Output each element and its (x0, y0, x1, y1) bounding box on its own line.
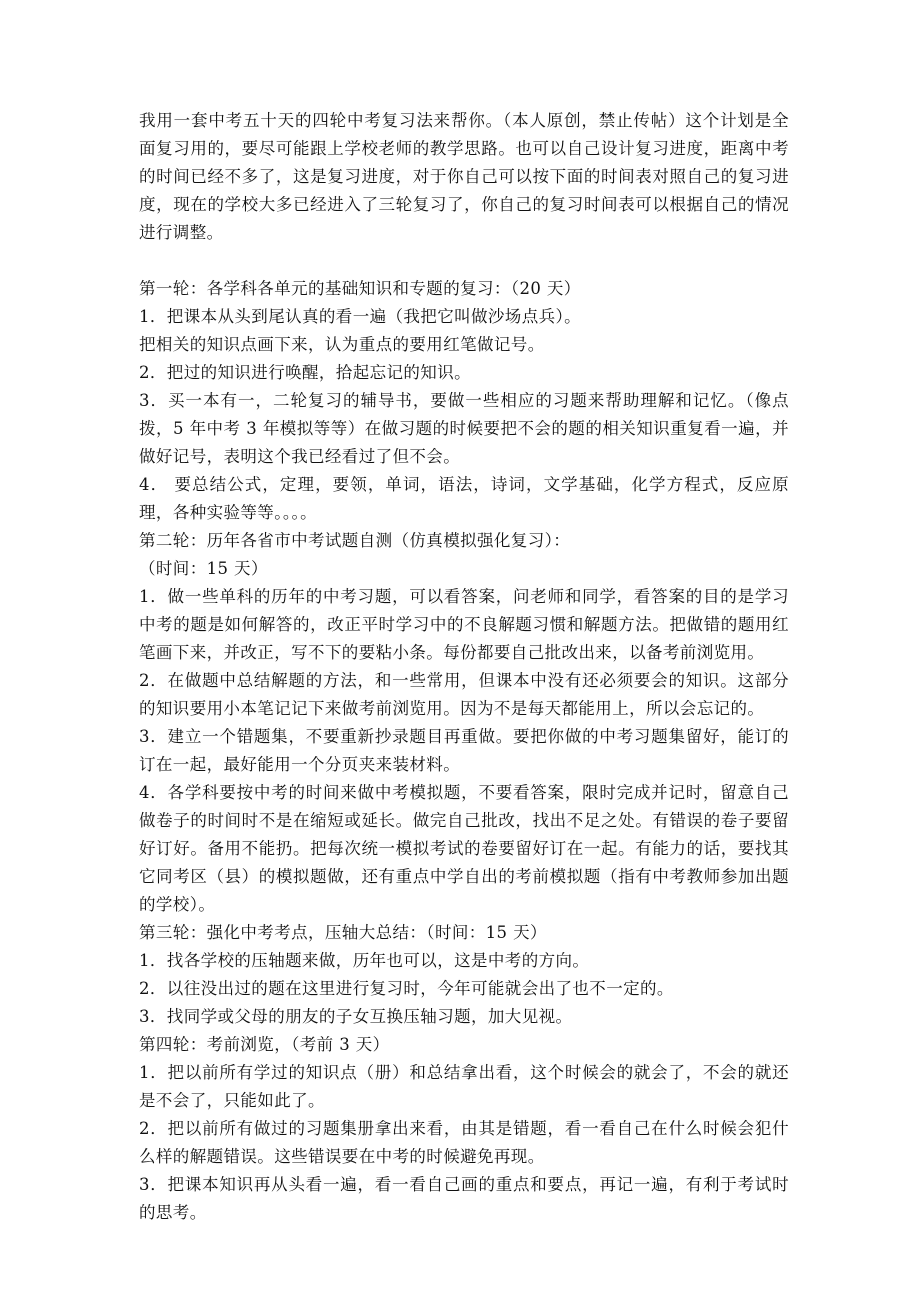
round1-item-2: 2．把过的知识进行唤醒，拾起忘记的知识。 (139, 363, 471, 382)
round3-item-1: 1．找各学校的压轴题来做，历年也可以，这是中考的方向。 (139, 951, 590, 970)
round1-item-4: 4． 要总结公式，定理，要领，单词，语法，诗词，文学基础，化学方程式，反应原理，各种实验等等。。。。 (139, 475, 789, 522)
round2-item-1: 1．做一些单科的历年的中考习题，可以看答案，问老师和同学，看答案的目的是学习中考的题是如何解答的，改正平时学习中的不良解题习惯和解题方法。把做错的题用红笔画下来，并改正，写不下的要粘小条。每份都要自己批改出来，以备考前浏览用。 (139, 587, 789, 662)
blank-line (139, 247, 789, 275)
round1-item-1-note: 把相关的知识点画下来，认为重点的要用红笔做记号。 (139, 335, 545, 354)
round2-item-2: 2．在做题中总结解题的方法，和一些常用，但课本中没有还必须要会的知识。这部分的知识要用小本笔记记下来做考前浏览用。因为不是每天都能用上，所以会忘记的。 (139, 671, 789, 718)
document-body (139, 107, 789, 1227)
intro-paragraph: 我用一套中考五十天的四轮中考复习法来帮你。（本人原创，禁止传帖）这个计划是全面复习用的，要尽可能跟上学校老师的教学思路。也可以自己设计复习进度，距离中考的时间已经不多了，这是复习进度，对于你自己可以按下面的时间表对照自己的复习进度，现在的学校大多已经进入了三轮复习了，你自己的复习时间表可以根据自己的情况进行调整。 (139, 111, 789, 242)
round1-item-1: 1．把课本从头到尾认真的看一遍（我把它叫做沙场点兵）。 (139, 307, 582, 326)
round4-item-2: 2．把以前所有做过的习题集册拿出来看，由其是错题，看一看自己在什么时候会犯什么样的解题错误。这些错误要在中考的时候避免再现。 (139, 1119, 789, 1166)
round2-item-3: 3．建立一个错题集，不要重新抄录题目再重做。要把你做的中考习题集留好，能订的订在一起，最好能用一个分页夹来装材料。 (139, 727, 789, 774)
round3-heading: 第三轮：强化中考考点，压轴大总结：（时间：15 天） (139, 923, 547, 942)
round4-item-1: 1．把以前所有学过的知识点（册）和总结拿出看，这个时候会的就会了，不会的就还是不会了，只能如此了。 (139, 1063, 789, 1110)
round2-heading: 第二轮：历年各省市中考试题自测（仿真模拟强化复习）： (139, 531, 571, 550)
round4-heading: 第四轮：考前浏览，（考前 3 天） (139, 1035, 390, 1054)
round4-item-3: 3．把课本知识再从头看一遍，看一看自己画的重点和要点，再记一遍，有利于考试时的思考。 (139, 1175, 789, 1222)
round2-item-4: 4．各学科要按中考的时间来做中考模拟题，不要看答案，限时完成并记时，留意自己做卷子的时间时不是在缩短或延长。做完自己批改，找出不足之处。有错误的卷子要留好订好。备用不能扔。把每次统一模拟考试的卷要留好订在一起。有能力的话，要找其它同考区（县）的模拟题做，还有重点中学自出的考前模拟题（指有中考教师参加出题的学校）。 (139, 783, 789, 914)
round1-item-3: 3．买一本有一，二轮复习的辅导书，要做一些相应的习题来帮助理解和记忆。（像点拨，5 年中考 3 年模拟等等）在做习题的时候要把不会的题的相关知识重复看一遍，并做好记号，表明这个我已经看过了但不会。 (139, 391, 789, 466)
round2-time: （时间：15 天） (139, 559, 268, 578)
round1-heading: 第一轮：各学科各单元的基础知识和专题的复习：（20 天） (139, 279, 581, 298)
round3-item-3: 3．找同学或父母的朋友的子女互换压轴习题，加大见视。 (139, 1007, 573, 1026)
round3-item-2: 2．以往没出过的题在这里进行复习时，今年可能就会出了也不一定的。 (139, 979, 674, 998)
